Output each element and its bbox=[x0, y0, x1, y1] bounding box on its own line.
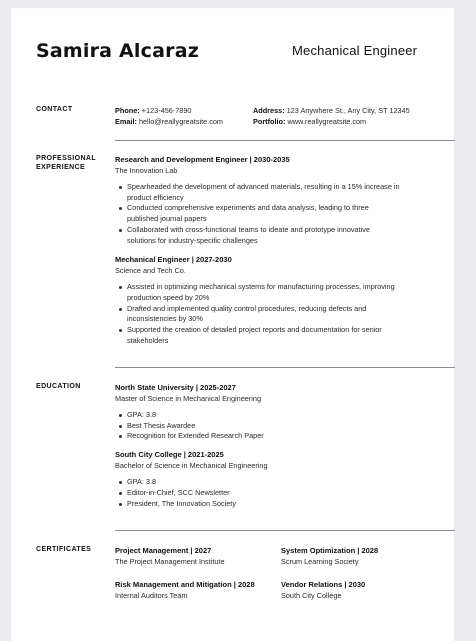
list-item: GPA: 3.8 bbox=[115, 410, 268, 421]
experience-content bbox=[115, 154, 400, 346]
experience-heading: PROFESSIONAL EXPERIENCE bbox=[36, 155, 97, 171]
education-bullets bbox=[115, 410, 268, 442]
education-bullets bbox=[115, 477, 268, 509]
job-title-line: Research and Development Engineer | 2030-2035 bbox=[115, 155, 290, 164]
list-item: GPA: 3.8 bbox=[115, 477, 268, 488]
job-entry bbox=[115, 254, 400, 346]
school-title: South City College | 2021-2025 bbox=[115, 450, 224, 460]
portfolio-value: www.reallygreatsite.com bbox=[287, 117, 367, 126]
job-bullets bbox=[115, 182, 400, 246]
portfolio-label: Portfolio: bbox=[253, 117, 286, 126]
list-item: Drafted and implemented quality control procedures, reducing defects and inconsistencies by 30% bbox=[115, 304, 400, 325]
contact-section bbox=[36, 105, 426, 135]
candidate-name: Samira Alcaraz bbox=[36, 40, 199, 62]
phone-label: Phone: bbox=[115, 106, 140, 115]
contact-right bbox=[253, 105, 410, 127]
divider bbox=[115, 530, 455, 531]
address-label: Address: bbox=[253, 106, 285, 115]
list-item: Supported the creation of detailed project reports and documentation for senior stakeholders bbox=[115, 325, 400, 346]
email-value: hello@reallygreatsite.com bbox=[138, 117, 223, 126]
job-entry bbox=[115, 154, 400, 246]
list-item: Collaborated with cross-functional teams to ideate and prototype innovative solutions for industry-specific challenges bbox=[115, 225, 400, 246]
degree: Master of Science in Mechanical Engineering bbox=[115, 394, 262, 403]
degree: Bachelor of Science in Mechanical Engineering bbox=[115, 461, 268, 471]
education-entry bbox=[115, 382, 268, 442]
job-bullets bbox=[115, 282, 400, 346]
email-label: Email: bbox=[115, 117, 137, 126]
list-item: Spearheaded the development of advanced materials, resulting in a 15% increase in product efficiency bbox=[115, 182, 400, 203]
job-title-line: Mechanical Engineer | 2027-2030 bbox=[115, 255, 232, 265]
education-entry bbox=[115, 449, 268, 509]
certificate-item: System Optimization | 2028 Scrum Learning Society bbox=[281, 546, 379, 566]
address-value: 123 Anywhere St., Any City, ST 12345 bbox=[286, 106, 410, 115]
job-title: Mechanical Engineer bbox=[292, 43, 418, 58]
education-heading: EDUCATION bbox=[36, 383, 81, 390]
education-content bbox=[115, 382, 268, 509]
certificates-section bbox=[36, 545, 426, 605]
contact-heading: CONTACT bbox=[36, 106, 73, 113]
certificate-item: Vendor Relations | 2030 South City College bbox=[281, 580, 366, 600]
divider bbox=[115, 367, 455, 368]
phone-value: +123-456-7890 bbox=[141, 106, 192, 115]
resume-page bbox=[11, 8, 454, 641]
list-item: Best Thesis Awardee bbox=[115, 421, 268, 432]
list-item: Recognition for Extended Research Paper bbox=[115, 431, 268, 442]
job-company: Science and Tech Co. bbox=[115, 266, 186, 276]
certificate-item: Risk Management and Mitigation | 2028 Internal Auditors Team bbox=[115, 580, 255, 600]
list-item: Assisted in optimizing mechanical systems for manufacturing processes, improving production speed by 20% bbox=[115, 282, 400, 303]
job-company: The Innovation Lab bbox=[115, 166, 178, 175]
list-item: President, The Innovation Society bbox=[115, 499, 268, 510]
list-item: Editor-in-Chief, SCC Newsletter bbox=[115, 488, 268, 499]
divider bbox=[115, 140, 455, 141]
list-item: Conducted comprehensive experiments and data analysis, leading to three published journal papers bbox=[115, 203, 400, 224]
certificates-heading: CERTIFICATES bbox=[36, 546, 92, 553]
certificate-item: Project Management | 2027 The Project Management Institute bbox=[115, 546, 225, 566]
school-title: North State University | 2025-2027 bbox=[115, 383, 236, 392]
contact-left bbox=[115, 105, 223, 127]
